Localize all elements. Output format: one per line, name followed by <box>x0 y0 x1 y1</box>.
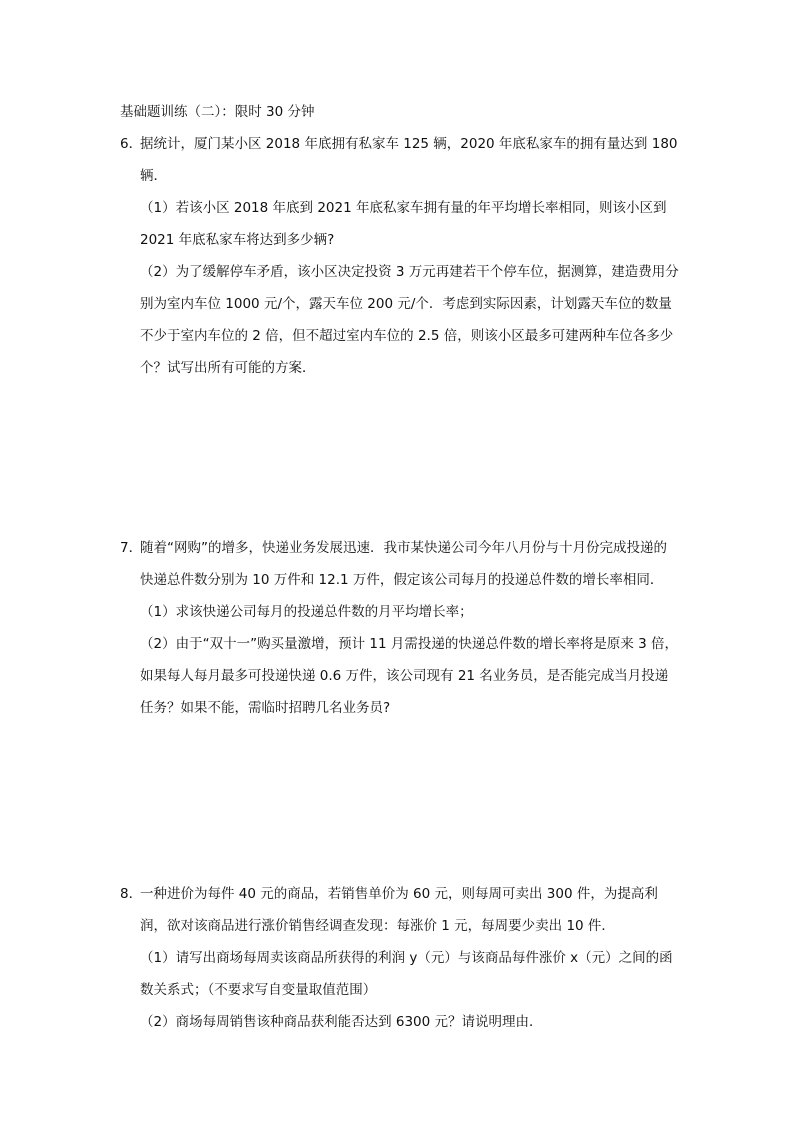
problem-6-stem <box>120 128 680 192</box>
problem-7-number: 7． <box>120 540 143 556</box>
problem-8-part-1: （1）请写出商场每周卖该商品所获得的利润 y（元）与该商品每件涨价 x（元）之间的函数关系式；（不要求写自变量取值范围） <box>140 950 673 998</box>
problem-8-stem-text: 一种进价为每件 40 元的商品，若销售单价为 60 元，则每周可卖出 300 件，为提高利润，欲对该商品进行涨价销售经调查发现：每涨价 1 元，每周要少卖出 10 件． <box>140 886 658 934</box>
problem-6-number: 6． <box>120 136 143 152</box>
problem-7-stem-text: 随着“网购”的增多，快递业务发展迅速．我市某快递公司今年八月份与十月份完成投递的快递总件数分别为 10 万件和 12.1 万件，假定该公司每月的投递总件数的增长率相同． <box>140 540 667 588</box>
problem-8-stem <box>120 878 680 942</box>
problem-7-part-1: （1）求该快递公司每月的投递总件数的月平均增长率； <box>140 604 473 620</box>
problem-7-stem <box>120 532 680 596</box>
problem-8-part-2: （2）商场每周销售该种商品获利能否达到 6300 元？请说明理由． <box>140 1014 543 1030</box>
problem-6-part-2: （2）为了缓解停车矛盾，该小区决定投资 3 万元再建若干个停车位，据测算，建造费用分别为室内车位 1000 元/个，露天车位 200 元/个．考虑到实际因素，计划露天车位的数量不少于室内车位的 2 倍，但不超过室内车位的 2.5 倍，则该小区最多可建两种车位各多少个？试写出所有可能的方案． <box>140 264 679 376</box>
problem-7-part-2: （2）由于“双十一”购买量激增，预计 11 月需投递的快递总件数的增长率将是原来 3 倍，如果每人每月最多可投递快递 0.6 万件，该公司现有 21 名业务员，是否能完成当月投递任务？如果不能，需临时招聘几名业务员? <box>140 636 679 716</box>
problem-6 <box>120 128 680 384</box>
problem-6-part-1: （1）若该小区 2018 年底到 2021 年底私家车拥有量的年平均增长率相同，则该小区到 2021 年底私家车将达到多少辆? <box>140 200 667 248</box>
problem-8 <box>120 878 680 1038</box>
problem-8-number: 8． <box>120 886 143 902</box>
problem-6-stem-text: 据统计，厦门某小区 2018 年底拥有私家车 125 辆，2020 年底私家车的拥有量达到 180 辆． <box>140 136 678 184</box>
section-heading: 基础题训练（二）：限时 30 分钟 <box>120 104 315 120</box>
problem-7 <box>120 532 680 724</box>
